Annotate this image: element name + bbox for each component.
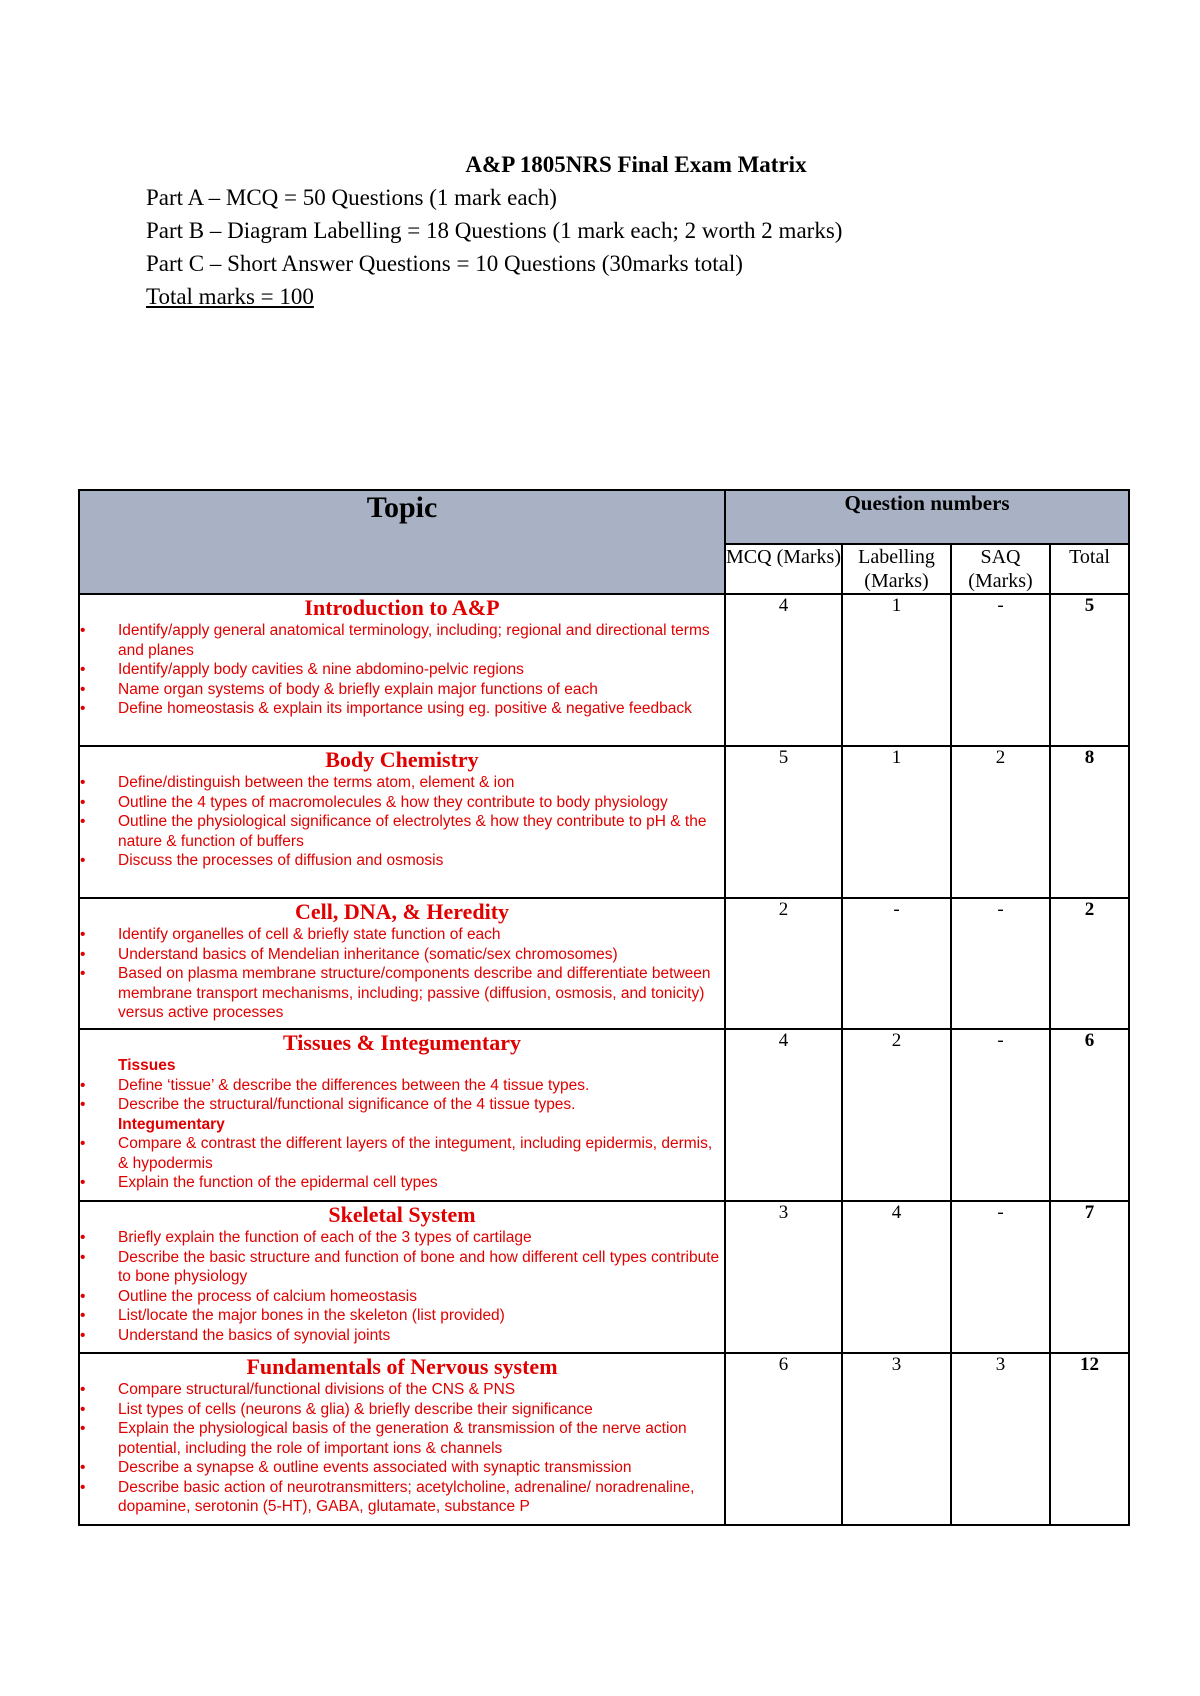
labelling-cell: - xyxy=(842,898,951,1029)
list-item: • Understand basics of Mendelian inheritance (somatic/sex chromosomes) xyxy=(80,945,618,963)
mcq-cell: 4 xyxy=(725,594,842,746)
bullet-icon: • xyxy=(80,1478,86,1496)
mcq-cell: 2 xyxy=(725,898,842,1029)
table-row xyxy=(79,746,1129,898)
list-item: • Define/distinguish between the terms atom, element & ion xyxy=(80,774,515,791)
saq-cell: 3 xyxy=(951,1353,1050,1525)
document-title: A&P 1805NRS Final Exam Matrix xyxy=(465,152,807,177)
objective-list xyxy=(80,1076,724,1115)
table-row xyxy=(79,898,1129,1029)
bullet-icon: • xyxy=(80,926,86,943)
table-row xyxy=(79,1201,1129,1353)
list-item: • Based on plasma membrane structure/components describe and differentiate between membrane transport mechanisms, including; passive (diffusion, osmosis, and tonicity) versus active processes xyxy=(80,965,711,1021)
objective-list xyxy=(80,925,724,1023)
bullet-icon: • xyxy=(80,1381,86,1398)
bullet-icon: • xyxy=(80,1287,86,1305)
list-item: • Compare & contrast the different layers of the integument, including epidermis, dermis, & hypodermis xyxy=(80,1135,713,1172)
list-item: • Identify/apply body cavities & nine abdomino-pelvic regions xyxy=(80,661,524,678)
topic-cell xyxy=(79,1201,725,1353)
topic-cell xyxy=(79,898,725,1029)
objective-list xyxy=(80,773,724,871)
mcq-column-header: MCQ (Marks) xyxy=(725,544,842,594)
mcq-cell: 6 xyxy=(725,1353,842,1525)
bullet-icon: • xyxy=(80,1307,86,1324)
total-marks-line: Total marks = 100 xyxy=(146,284,314,309)
exam-matrix-table xyxy=(78,489,1130,1526)
total-cell: 2 xyxy=(1050,898,1129,1029)
list-item: • Describe basic action of neurotransmitters; acetylcholine, adrenaline/ noradrenaline, dopamine, serotonin (5-HT), GABA, glutamate, substance P xyxy=(80,1478,695,1515)
bullet-icon: • xyxy=(80,774,86,791)
bullet-icon: • xyxy=(80,793,86,811)
list-item: • Describe the basic structure and function of bone and how different cell types contribute to bone physiology xyxy=(80,1248,720,1285)
saq-cell: 2 xyxy=(951,746,1050,898)
bullet-icon: • xyxy=(80,1135,86,1152)
list-item: • Explain the physiological basis of the generation & transmission of the nerve action potential, including the role of important ions & channels xyxy=(80,1420,687,1457)
bullet-icon: • xyxy=(80,1096,86,1113)
bullet-icon: • xyxy=(80,1420,86,1437)
topic-cell xyxy=(79,746,725,898)
total-cell: 8 xyxy=(1050,746,1129,898)
mcq-cell: 4 xyxy=(725,1029,842,1201)
list-item: • Outline the 4 types of macromolecules & how they contribute to body physiology xyxy=(80,793,668,811)
topic-title: Introduction to A&P xyxy=(304,595,500,620)
labelling-cell: 2 xyxy=(842,1029,951,1201)
bullet-icon: • xyxy=(80,1229,86,1246)
list-item: • Understand the basics of synovial joints xyxy=(80,1326,391,1344)
topic-header: Topic xyxy=(79,490,725,594)
part-c-line: Part C – Short Answer Questions = 10 Questions (30marks total) xyxy=(146,251,743,276)
list-item: • Identify organelles of cell & briefly state function of each xyxy=(80,926,501,943)
table-row xyxy=(79,1353,1129,1525)
list-item: • Outline the physiological significance of electrolytes & how they contribute to pH & the nature & function of buffers xyxy=(80,813,707,850)
labelling-cell: 3 xyxy=(842,1353,951,1525)
mcq-cell: 3 xyxy=(725,1201,842,1353)
subheading-tissues: Tissues xyxy=(118,1057,176,1074)
table-row xyxy=(79,594,1129,746)
bullet-icon: • xyxy=(80,1174,86,1191)
topic-title: Tissues & Integumentary xyxy=(283,1030,521,1055)
total-cell: 12 xyxy=(1050,1353,1129,1525)
list-item: • Briefly explain the function of each of the 3 types of cartilage xyxy=(80,1229,532,1246)
document-header xyxy=(146,148,1046,313)
topic-title: Fundamentals of Nervous system xyxy=(246,1354,558,1379)
total-cell: 7 xyxy=(1050,1201,1129,1353)
part-b-line: Part B – Diagram Labelling = 18 Questions (1 mark each; 2 worth 2 marks) xyxy=(146,218,843,243)
bullet-icon: • xyxy=(80,1459,86,1476)
topic-cell xyxy=(79,1029,725,1201)
question-numbers-header: Question numbers xyxy=(725,490,1129,544)
saq-column-header: SAQ (Marks) xyxy=(951,544,1050,594)
list-item: • Describe a synapse & outline events associated with synaptic transmission xyxy=(80,1459,632,1476)
part-a-line: Part A – MCQ = 50 Questions (1 mark each) xyxy=(146,185,557,210)
bullet-icon: • xyxy=(80,852,86,869)
mcq-cell: 5 xyxy=(725,746,842,898)
bullet-icon: • xyxy=(80,945,86,963)
objective-list xyxy=(80,1228,724,1345)
labelling-cell: 1 xyxy=(842,594,951,746)
bullet-icon: • xyxy=(80,622,86,639)
bullet-icon: • xyxy=(80,1400,86,1418)
topic-cell xyxy=(79,594,725,746)
bullet-icon: • xyxy=(80,700,86,717)
topic-cell xyxy=(79,1353,725,1525)
saq-cell: - xyxy=(951,1029,1050,1201)
list-item: • Explain the function of the epidermal cell types xyxy=(80,1174,438,1191)
objective-list xyxy=(80,1380,724,1517)
bullet-icon: • xyxy=(80,1326,86,1344)
topic-title: Body Chemistry xyxy=(325,747,479,772)
total-cell: 6 xyxy=(1050,1029,1129,1201)
list-item: • Name organ systems of body & briefly explain major functions of each xyxy=(80,680,598,698)
subheading-integumentary: Integumentary xyxy=(118,1115,225,1133)
labelling-column-header: Labelling (Marks) xyxy=(842,544,951,594)
list-item: • List/locate the major bones in the skeleton (list provided) xyxy=(80,1307,505,1324)
saq-cell: - xyxy=(951,1201,1050,1353)
list-item: • Discuss the processes of diffusion and osmosis xyxy=(80,852,444,869)
saq-cell: - xyxy=(951,594,1050,746)
topic-title: Cell, DNA, & Heredity xyxy=(294,899,510,924)
list-item: • Compare structural/functional divisions of the CNS & PNS xyxy=(80,1381,516,1398)
topic-title: Skeletal System xyxy=(328,1202,476,1227)
list-item: • Identify/apply general anatomical terminology, including; regional and directional terms and planes xyxy=(80,622,710,659)
labelling-cell: 4 xyxy=(842,1201,951,1353)
bullet-icon: • xyxy=(80,1076,86,1094)
bullet-icon: • xyxy=(80,680,86,698)
total-column-header: Total xyxy=(1050,544,1129,594)
bullet-icon: • xyxy=(80,965,86,982)
objective-list xyxy=(80,1134,724,1193)
list-item: • Outline the process of calcium homeostasis xyxy=(80,1287,417,1305)
list-item: • List types of cells (neurons & glia) & briefly describe their significance xyxy=(80,1400,593,1418)
bullet-icon: • xyxy=(80,813,86,830)
labelling-cell: 1 xyxy=(842,746,951,898)
list-item: • Define ‘tissue’ & describe the differences between the 4 tissue types. xyxy=(80,1076,590,1094)
objective-list xyxy=(80,621,724,719)
saq-cell: - xyxy=(951,898,1050,1029)
table-row xyxy=(79,1029,1129,1201)
list-item: • Define homeostasis & explain its importance using eg. positive & negative feedback xyxy=(80,700,692,717)
total-cell: 5 xyxy=(1050,594,1129,746)
bullet-icon: • xyxy=(80,661,86,678)
bullet-icon: • xyxy=(80,1248,86,1266)
list-item: • Describe the structural/functional significance of the 4 tissue types. xyxy=(80,1096,576,1113)
